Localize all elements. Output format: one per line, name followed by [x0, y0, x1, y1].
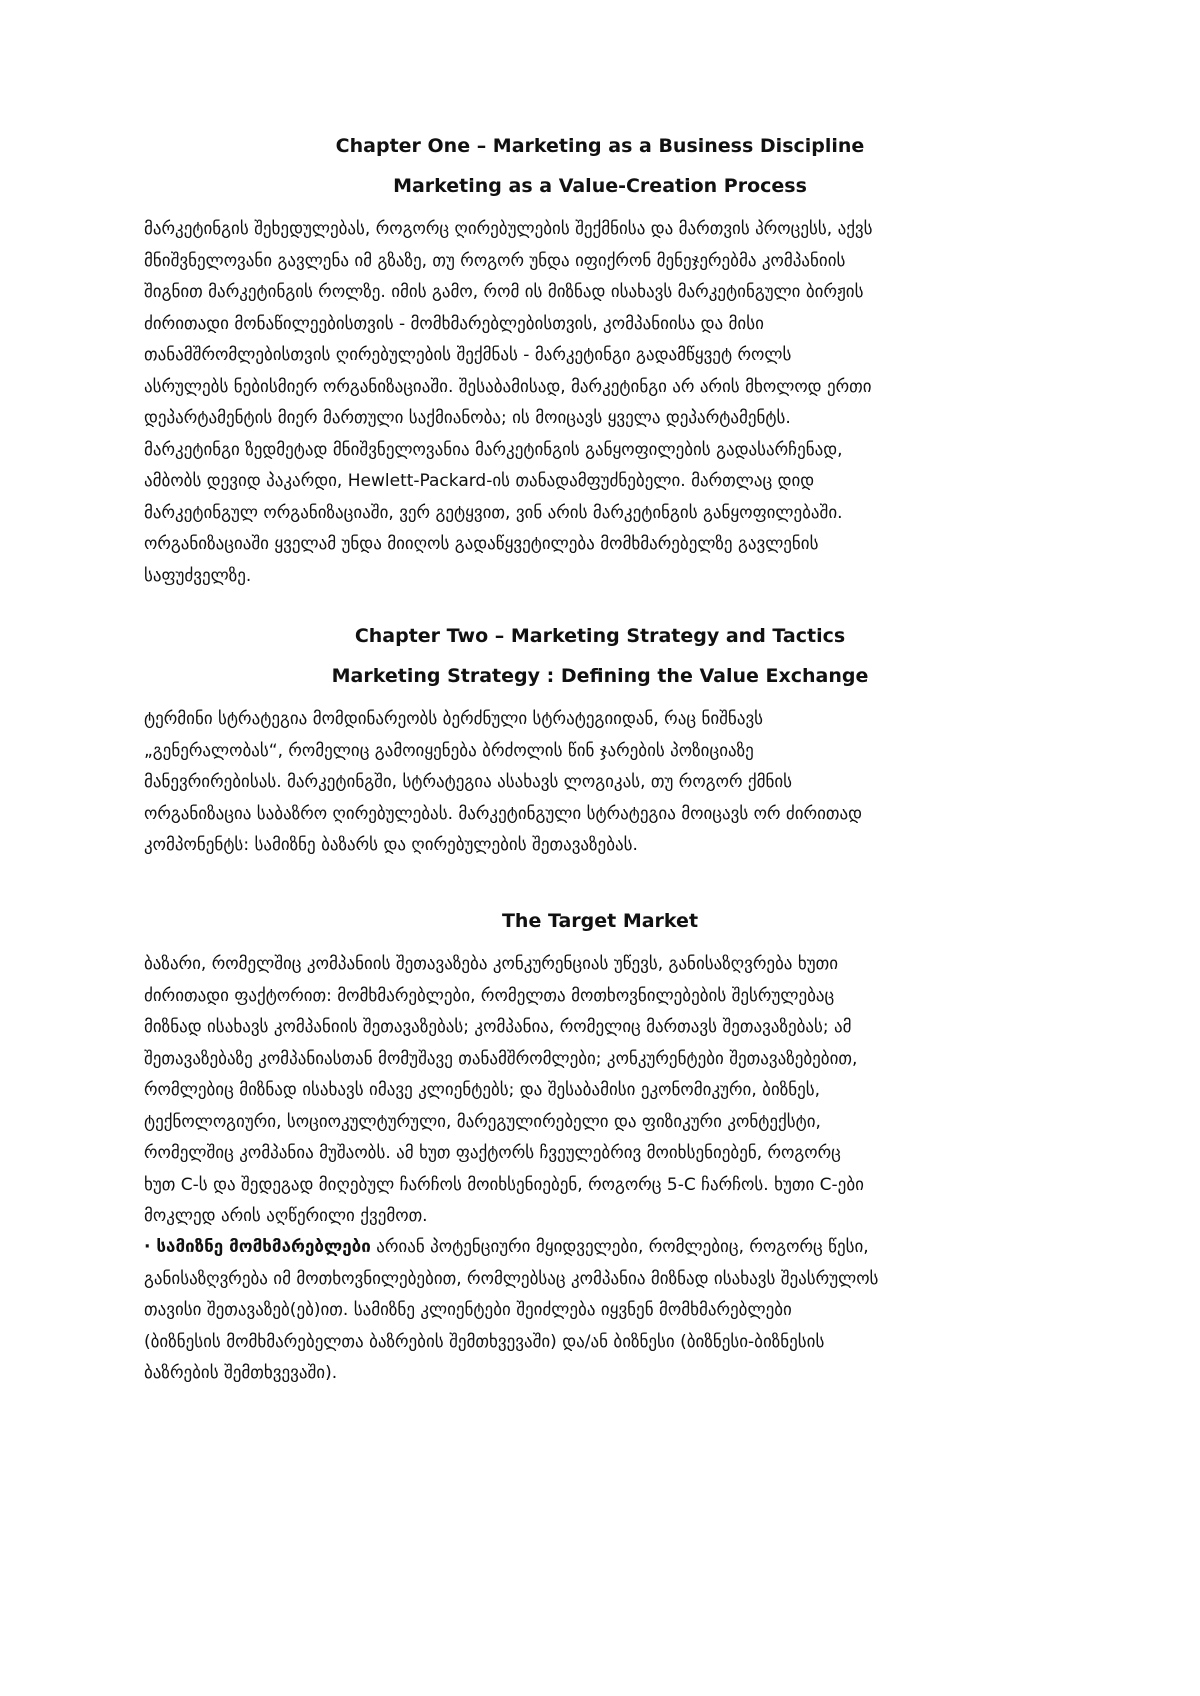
paragraph-line: ძირითადი მონაწილეებისთვის - მომხმარებლებისთვის, კომპანიისა და მისი — [144, 313, 764, 334]
paragraph-line: მნიშვნელოვანი გავლენა იმ გზაზე, თუ როგორ უნდა იფიქრონ მენეჯერებმა კომპანიის — [144, 250, 846, 271]
paragraph-line: ტექნოლოგიური, სოციოკულტურული, მარეგულირებელი და ფიზიკური კონტექსტი, — [144, 1111, 821, 1132]
chapter-one-subtitle: Marketing as a Value-Creation Process — [393, 175, 807, 197]
paragraph-line: ორგანიზაციაში ყველამ უნდა მიიღოს გადაწყვეტილება მომხმარებელზე გავლენის — [144, 534, 819, 554]
paragraph-line: „გენერალობას“, რომელიც გამოიყენება ბრძოლის წინ ჯარების პოზიციაზე — [144, 740, 754, 761]
bullet-marker: · — [144, 1237, 157, 1257]
paragraph-line: ხუთ C-ს და შედეგად მიღებულ ჩარჩოს მოიხსენიებენ, როგორც 5-C ჩარჩოს. ხუთი C-ები — [144, 1174, 864, 1195]
paragraph-line: მარკეტინგის შეხედულებას, როგორც ღირებულების შექმნისა და მართვის პროცესს, აქვს — [144, 219, 873, 239]
paragraph-line: შეთავაზებაზე კომპანიასთან მომუშავე თანამშრომლები; კონკურენტები შეთავაზებებით, — [144, 1048, 858, 1069]
paragraph-line: ამბობს დევიდ პაკარდი, Hewlett-Packard-ის თანადამფუძნებელი. მართლაც დიდ — [144, 471, 815, 491]
paragraph-line: (ბიზნესის მომხმარებელთა ბაზრების შემთხვევაში) და/ან ბიზნესი (ბიზნესი-ბიზნესის — [144, 1331, 825, 1352]
bullet-first-line — [144, 1232, 1064, 1264]
paragraph-line: შიგნით მარკეტინგის როლზე. იმის გამო, რომ ის მიზნად ისახავს მარკეტინგული ბირჟის — [144, 282, 864, 302]
paragraph-line: ასრულებს ნებისმიერ ორგანიზაციაში. შესაბამისად, მარკეტინგი არ არის მხოლოდ ერთი — [144, 376, 872, 397]
paragraph-line: თანამშრომლებისთვის ღირებულების შექმნას - მარკეტინგი გადამწყვეტ როლს — [144, 345, 792, 365]
paragraph-line: თავისი შეთავაზებ(ებ)ით. სამიზნე კლიენტები შეიძლება იყვნენ მომხმარებლები — [144, 1300, 792, 1320]
paragraph-line: რომლებიც მიზნად ისახავს იმავე კლიენტებს; და შესაბამისი ეკონომიკური, ბიზნეს, — [144, 1080, 821, 1100]
paragraph-line: ძირითადი ფაქტორით: მომხმარებლები, რომელთა მოთხოვნილებების შესრულებაც — [144, 985, 835, 1006]
chapter-one-paragraph — [144, 214, 1064, 592]
chapter-two-title: Chapter Two – Marketing Strategy and Tactics — [354, 625, 846, 647]
paragraph-line: მარკეტინგი ზედმეტად მნიშვნელოვანია მარკეტინგის განყოფილების გადასარჩენად, — [144, 439, 843, 460]
paragraph-line: მიზნად ისახავს კომპანიის შეთავაზებას; კომპანია, რომელიც მართავს შეთავაზებას; ამ — [144, 1017, 852, 1037]
bullet-bold-term: სამიზნე მომხმარებლები — [156, 1237, 371, 1257]
paragraph-line: მანევრირებისას. მარკეტინგში, სტრატეგია ასახავს ლოგიკას, თუ როგორ ქმნის — [144, 772, 793, 792]
paragraph-line: ტერმინი სტრატეგია მომდინარეობს ბერძნული სტრატეგიიდან, რაც ნიშნავს — [144, 709, 764, 729]
paragraph-line: დეპარტამენტის მიერ მართული საქმიანობა; ის მოიცავს ყველა დეპარტამენტს. — [144, 408, 791, 428]
chapter-one-title: Chapter One – Marketing as a Business Discipline — [335, 135, 865, 157]
paragraph-line: ბაზრების შემთხვევაში). — [144, 1363, 338, 1383]
paragraph-line: საფუძველზე. — [144, 565, 252, 586]
paragraph-line: კომპონენტს: სამიზნე ბაზარს და ღირებულების შეთავაზებას. — [144, 835, 638, 855]
paragraph-line: რომელშიც კომპანია მუშაობს. ამ ხუთ ფაქტორს ჩვეულებრივ მოიხსენიებენ, როგორც — [144, 1143, 841, 1163]
bullet-first-line-text: არიან პოტენციური მყიდველები, რომლებიც, როგორც წესი, — [370, 1237, 869, 1257]
paragraph-line: მოკლედ არის აღწერილი ქვემოთ. — [144, 1206, 428, 1226]
target-market-title: The Target Market — [501, 910, 699, 932]
chapter-two-paragraph — [144, 704, 1064, 862]
target-market-paragraph — [144, 949, 1064, 1233]
paragraph-line: მარკეტინგულ ორგანიზაციაში, ვერ გეტყვით, ვინ არის მარკეტინგის განყოფილებაში. — [144, 502, 843, 523]
paragraph-line: ბაზარი, რომელშიც კომპანიის შეთავაზება კონკურენციას უწევს, განისაზღვრება ხუთი — [144, 954, 839, 974]
paragraph-line: განისაზღვრება იმ მოთხოვნილებებით, რომლებსაც კომპანია მიზნად ისახავს შეასრულოს — [144, 1268, 879, 1289]
target-customers-bullet — [144, 1232, 1064, 1390]
paragraph-line: ორგანიზაცია საბაზრო ღირებულებას. მარკეტინგული სტრატეგია მოიცავს ორ ძირითად — [144, 803, 863, 824]
chapter-two-subtitle: Marketing Strategy : Defining the Value Exchange — [331, 665, 869, 687]
